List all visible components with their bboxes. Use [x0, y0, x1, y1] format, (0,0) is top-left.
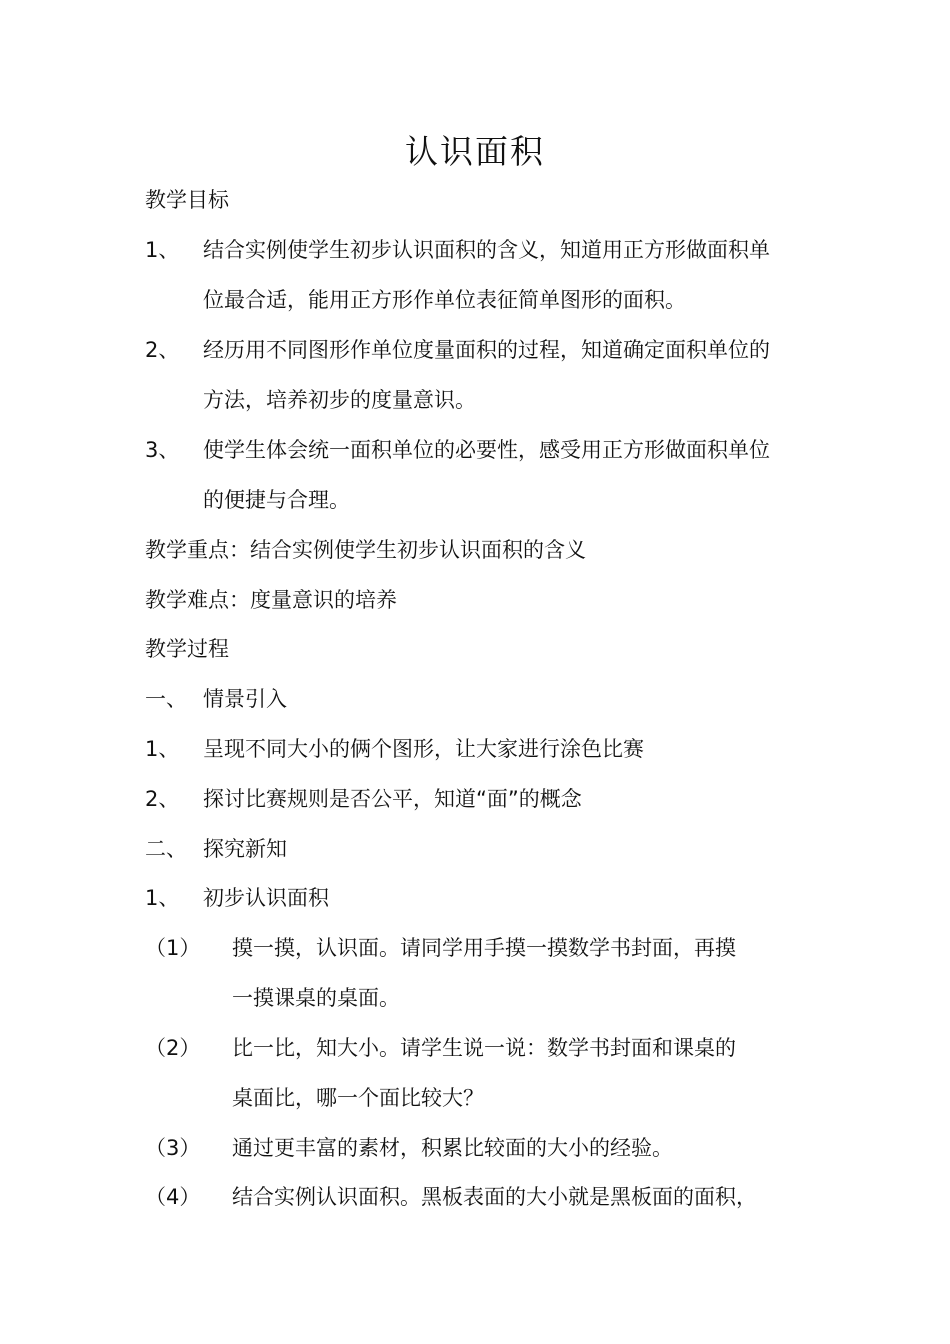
goals-heading: 教学目标	[145, 188, 229, 212]
goal-text-line: 使学生体会统一面积单位的必要性，感受用正方形做面积单位	[203, 438, 770, 462]
sub-item-text-line: 通过更丰富的素材，积累比较面的大小的经验。	[232, 1136, 673, 1160]
list-item-text: 初步认识面积	[203, 886, 329, 910]
section-title: 情景引入	[203, 687, 287, 711]
document-title: 认识面积	[405, 132, 545, 171]
section-number: 二、	[145, 837, 187, 861]
sub-item-text-line: 比一比，知大小。请学生说一说：数学书封面和课桌的	[232, 1036, 736, 1060]
goal-text-line: 经历用不同图形作单位度量面积的过程，知道确定面积单位的	[203, 338, 770, 362]
sub-item-text-line: 摸一摸，认识面。请同学用手摸一摸数学书封面，再摸	[232, 936, 736, 960]
difficulty: 教学难点：度量意识的培养	[145, 588, 397, 612]
list-item-number: 1、	[145, 737, 180, 761]
goal-number: 2、	[145, 338, 180, 362]
sub-item-text-line: 桌面比，哪一个面比较大？	[232, 1086, 484, 1110]
goal-text-line: 位最合适，能用正方形作单位表征简单图形的面积。	[203, 288, 686, 312]
list-item-number: 2、	[145, 787, 180, 811]
process-heading: 教学过程	[145, 637, 229, 661]
key-point: 教学重点：结合实例使学生初步认识面积的含义	[145, 538, 586, 562]
list-item-text: 探讨比赛规则是否公平，知道“面”的概念	[203, 787, 582, 811]
section-number: 一、	[145, 687, 187, 711]
sub-item-number: （1）	[145, 936, 201, 960]
section-title: 探究新知	[203, 837, 287, 861]
goal-number: 1、	[145, 238, 180, 262]
sub-item-number: （3）	[145, 1136, 201, 1160]
list-item-number: 1、	[145, 886, 180, 910]
goal-text-line: 方法，培养初步的度量意识。	[203, 388, 476, 412]
list-item-text: 呈现不同大小的俩个图形，让大家进行涂色比赛	[203, 737, 644, 761]
sub-item-number: （2）	[145, 1036, 201, 1060]
goal-text-line: 的便捷与合理。	[203, 488, 350, 512]
sub-item-text-line: 结合实例认识面积。黑板表面的大小就是黑板面的面积，	[232, 1185, 757, 1209]
sub-item-number: （4）	[145, 1185, 201, 1209]
goal-text-line: 结合实例使学生初步认识面积的含义，知道用正方形做面积单	[203, 238, 770, 262]
sub-item-text-line: 一摸课桌的桌面。	[232, 986, 400, 1010]
goal-number: 3、	[145, 438, 180, 462]
